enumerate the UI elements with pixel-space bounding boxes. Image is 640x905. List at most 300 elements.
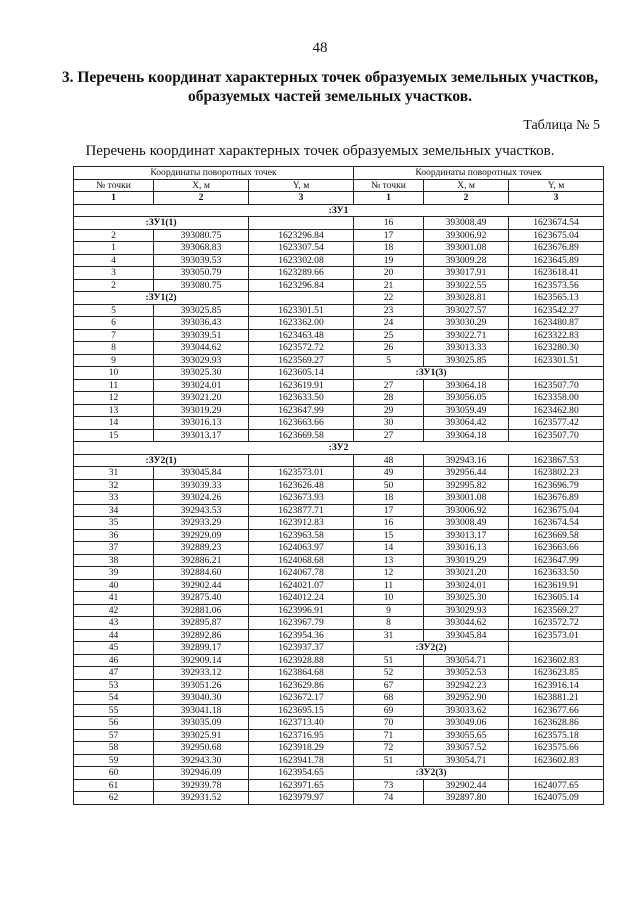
y-coordinate-cell: 1623602.83 bbox=[509, 654, 604, 667]
table-row bbox=[74, 679, 604, 692]
point-number-cell: 33 bbox=[74, 492, 154, 505]
subpart-label: :ЗУ2(1) bbox=[74, 454, 249, 467]
y-coordinate-cell: 1623647.99 bbox=[509, 554, 604, 567]
point-number-cell: 50 bbox=[354, 479, 424, 492]
point-number-cell: 20 bbox=[354, 267, 424, 280]
table-row bbox=[74, 517, 604, 530]
y-coordinate-cell: 1623695.15 bbox=[249, 704, 354, 717]
point-number-cell: 40 bbox=[74, 579, 154, 592]
point-number-cell: 16 bbox=[354, 517, 424, 530]
point-number-cell: 73 bbox=[354, 779, 424, 792]
point-number-cell: 61 bbox=[74, 779, 154, 792]
x-coordinate-cell: 393039.33 bbox=[154, 479, 249, 492]
table-row bbox=[74, 454, 604, 467]
section-heading: 3. Перечень координат характерных точек образуемых земельных участков, образуемых частей земельных участков. bbox=[61, 69, 599, 105]
y-coordinate-cell: 1623362.00 bbox=[249, 317, 354, 330]
x-coordinate-cell: 393059.49 bbox=[424, 404, 509, 417]
table-row bbox=[74, 217, 604, 230]
x-coordinate-cell: 393054.71 bbox=[424, 754, 509, 767]
point-number-cell: 68 bbox=[354, 692, 424, 705]
x-coordinate-cell: 393025.30 bbox=[424, 592, 509, 605]
table-row bbox=[74, 317, 604, 330]
y-coordinate-cell: 1623647.99 bbox=[249, 404, 354, 417]
y-coordinate-cell: 1623577.42 bbox=[509, 417, 604, 430]
empty-cell bbox=[249, 292, 354, 305]
x-coordinate-cell: 393001.08 bbox=[424, 492, 509, 505]
point-number-cell: 46 bbox=[74, 654, 154, 667]
x-coordinate-cell: 393054.71 bbox=[424, 654, 509, 667]
y-coordinate-cell: 1624067.78 bbox=[249, 567, 354, 580]
x-coordinate-cell: 393033.62 bbox=[424, 704, 509, 717]
y-coordinate-cell: 1623673.93 bbox=[249, 492, 354, 505]
point-number-cell: 17 bbox=[354, 504, 424, 517]
point-number-cell: 18 bbox=[354, 242, 424, 255]
col-point-header: № точки bbox=[354, 179, 424, 192]
group-header-left: Координаты поворотных точек bbox=[74, 167, 354, 180]
point-number-cell: 14 bbox=[354, 542, 424, 555]
point-number-cell: 27 bbox=[354, 429, 424, 442]
x-coordinate-cell: 393013.17 bbox=[154, 429, 249, 442]
y-coordinate-cell: 1623572.72 bbox=[509, 617, 604, 630]
x-coordinate-cell: 393024.01 bbox=[154, 379, 249, 392]
point-number-cell: 70 bbox=[354, 717, 424, 730]
table-row bbox=[74, 479, 604, 492]
y-coordinate-cell: 1623633.50 bbox=[249, 392, 354, 405]
y-coordinate-cell: 1623628.86 bbox=[509, 717, 604, 730]
table-row bbox=[74, 754, 604, 767]
point-number-cell: 2 bbox=[74, 279, 154, 292]
point-number-cell: 48 bbox=[354, 454, 424, 467]
y-coordinate-cell: 1623623.85 bbox=[509, 667, 604, 680]
point-number-cell: 4 bbox=[74, 254, 154, 267]
table-row bbox=[74, 617, 604, 630]
y-coordinate-cell: 1623663.66 bbox=[249, 417, 354, 430]
x-coordinate-cell: 393045.84 bbox=[424, 629, 509, 642]
point-number-cell: 59 bbox=[74, 754, 154, 767]
y-coordinate-cell: 1623713.40 bbox=[249, 717, 354, 730]
x-coordinate-cell: 392929.09 bbox=[154, 529, 249, 542]
point-number-cell: 54 bbox=[74, 692, 154, 705]
y-coordinate-cell: 1623996.91 bbox=[249, 604, 354, 617]
x-coordinate-cell: 393056.05 bbox=[424, 392, 509, 405]
x-coordinate-cell: 393064.18 bbox=[424, 379, 509, 392]
col-number: 3 bbox=[249, 192, 354, 205]
x-coordinate-cell: 393025.30 bbox=[154, 367, 249, 380]
x-coordinate-cell: 393055.65 bbox=[424, 729, 509, 742]
table-row bbox=[74, 717, 604, 730]
y-coordinate-cell: 1623296.84 bbox=[249, 279, 354, 292]
table-row bbox=[74, 729, 604, 742]
x-coordinate-cell: 393008.49 bbox=[424, 517, 509, 530]
point-number-cell: 11 bbox=[74, 379, 154, 392]
table-row bbox=[74, 579, 604, 592]
y-coordinate-cell: 1623676.89 bbox=[509, 242, 604, 255]
point-number-cell: 53 bbox=[74, 679, 154, 692]
y-coordinate-cell: 1623669.58 bbox=[249, 429, 354, 442]
y-coordinate-cell: 1623916.14 bbox=[509, 679, 604, 692]
table-row bbox=[74, 554, 604, 567]
y-coordinate-cell: 1623507.70 bbox=[509, 429, 604, 442]
col-y-header: Y, м bbox=[509, 179, 604, 192]
y-coordinate-cell: 1623967.79 bbox=[249, 617, 354, 630]
y-coordinate-cell: 1623618.41 bbox=[509, 267, 604, 280]
x-coordinate-cell: 392886.21 bbox=[154, 554, 249, 567]
x-coordinate-cell: 393039.51 bbox=[154, 329, 249, 342]
table-row bbox=[74, 604, 604, 617]
point-number-cell: 19 bbox=[354, 254, 424, 267]
table-row bbox=[74, 367, 604, 380]
y-coordinate-cell: 1623626.48 bbox=[249, 479, 354, 492]
point-number-cell: 71 bbox=[354, 729, 424, 742]
y-coordinate-cell: 1624075.09 bbox=[509, 792, 604, 805]
y-coordinate-cell: 1623569.27 bbox=[249, 354, 354, 367]
point-number-cell: 74 bbox=[354, 792, 424, 805]
y-coordinate-cell: 1623675.04 bbox=[509, 229, 604, 242]
y-coordinate-cell: 1623289.66 bbox=[249, 267, 354, 280]
x-coordinate-cell: 393049.06 bbox=[424, 717, 509, 730]
x-coordinate-cell: 392943.53 bbox=[154, 504, 249, 517]
point-number-cell: 25 bbox=[354, 329, 424, 342]
table-row bbox=[74, 629, 604, 642]
empty-cell bbox=[509, 767, 604, 780]
y-coordinate-cell: 1623573.56 bbox=[509, 279, 604, 292]
point-number-cell: 42 bbox=[74, 604, 154, 617]
x-coordinate-cell: 392902.44 bbox=[424, 779, 509, 792]
x-coordinate-cell: 393040.30 bbox=[154, 692, 249, 705]
x-coordinate-cell: 393052.53 bbox=[424, 667, 509, 680]
x-coordinate-cell: 392946.09 bbox=[154, 767, 249, 780]
section-title: :ЗУ1 bbox=[74, 204, 604, 217]
y-coordinate-cell: 1623462.80 bbox=[509, 404, 604, 417]
empty-cell bbox=[249, 217, 354, 230]
x-coordinate-cell: 393024.01 bbox=[424, 579, 509, 592]
col-number: 1 bbox=[74, 192, 154, 205]
y-coordinate-cell: 1623696.79 bbox=[509, 479, 604, 492]
table-row bbox=[74, 654, 604, 667]
col-number: 3 bbox=[509, 192, 604, 205]
y-coordinate-cell: 1623569.27 bbox=[509, 604, 604, 617]
point-number-cell: 41 bbox=[74, 592, 154, 605]
y-coordinate-cell: 1624068.68 bbox=[249, 554, 354, 567]
y-coordinate-cell: 1623605.14 bbox=[509, 592, 604, 605]
y-coordinate-cell: 1623963.58 bbox=[249, 529, 354, 542]
point-number-cell: 9 bbox=[354, 604, 424, 617]
x-coordinate-cell: 392995.82 bbox=[424, 479, 509, 492]
y-coordinate-cell: 1624021.07 bbox=[249, 579, 354, 592]
x-coordinate-cell: 393022.71 bbox=[424, 329, 509, 342]
table-row bbox=[74, 592, 604, 605]
x-coordinate-cell: 392956.44 bbox=[424, 467, 509, 480]
empty-cell bbox=[509, 367, 604, 380]
x-coordinate-cell: 393050.79 bbox=[154, 267, 249, 280]
y-coordinate-cell: 1623602.83 bbox=[509, 754, 604, 767]
x-coordinate-cell: 393068.83 bbox=[154, 242, 249, 255]
y-coordinate-cell: 1623928.88 bbox=[249, 654, 354, 667]
point-number-cell: 23 bbox=[354, 304, 424, 317]
y-coordinate-cell: 1623605.14 bbox=[249, 367, 354, 380]
x-coordinate-cell: 393019.29 bbox=[154, 404, 249, 417]
table-row bbox=[74, 767, 604, 780]
col-y-header: Y, м bbox=[249, 179, 354, 192]
y-coordinate-cell: 1623565.13 bbox=[509, 292, 604, 305]
x-coordinate-cell: 393006.92 bbox=[424, 504, 509, 517]
table-row bbox=[74, 329, 604, 342]
y-coordinate-cell: 1623954.65 bbox=[249, 767, 354, 780]
x-coordinate-cell: 393016.13 bbox=[424, 542, 509, 555]
x-coordinate-cell: 393001.08 bbox=[424, 242, 509, 255]
table-row bbox=[74, 504, 604, 517]
x-coordinate-cell: 392881.06 bbox=[154, 604, 249, 617]
point-number-cell: 32 bbox=[74, 479, 154, 492]
table-row bbox=[74, 292, 604, 305]
x-coordinate-cell: 393030.29 bbox=[424, 317, 509, 330]
y-coordinate-cell: 1623864.68 bbox=[249, 667, 354, 680]
x-coordinate-cell: 393044.62 bbox=[424, 617, 509, 630]
y-coordinate-cell: 1623301.51 bbox=[249, 304, 354, 317]
group-header-right: Координаты поворотных точек bbox=[354, 167, 604, 180]
y-coordinate-cell: 1623301.51 bbox=[509, 354, 604, 367]
x-coordinate-cell: 392931.52 bbox=[154, 792, 249, 805]
y-coordinate-cell: 1623645.89 bbox=[509, 254, 604, 267]
point-number-cell: 3 bbox=[74, 267, 154, 280]
column-number-row bbox=[74, 192, 604, 205]
coordinates-table bbox=[73, 166, 604, 805]
y-coordinate-cell: 1624012.24 bbox=[249, 592, 354, 605]
y-coordinate-cell: 1623280.30 bbox=[509, 342, 604, 355]
x-coordinate-cell: 392875.40 bbox=[154, 592, 249, 605]
x-coordinate-cell: 393024.26 bbox=[154, 492, 249, 505]
point-number-cell: 1 bbox=[74, 242, 154, 255]
x-coordinate-cell: 393019.29 bbox=[424, 554, 509, 567]
point-number-cell: 22 bbox=[354, 292, 424, 305]
x-coordinate-cell: 392943.30 bbox=[154, 754, 249, 767]
y-coordinate-cell: 1623669.58 bbox=[509, 529, 604, 542]
y-coordinate-cell: 1623954.36 bbox=[249, 629, 354, 642]
x-coordinate-cell: 393029.93 bbox=[424, 604, 509, 617]
point-number-cell: 8 bbox=[74, 342, 154, 355]
x-coordinate-cell: 393041.18 bbox=[154, 704, 249, 717]
col-x-header: X, м bbox=[154, 179, 249, 192]
point-number-cell: 31 bbox=[74, 467, 154, 480]
table-row bbox=[74, 392, 604, 405]
y-coordinate-cell: 1623302.08 bbox=[249, 254, 354, 267]
x-coordinate-cell: 393080.75 bbox=[154, 229, 249, 242]
x-coordinate-cell: 393064.18 bbox=[424, 429, 509, 442]
x-coordinate-cell: 393009.28 bbox=[424, 254, 509, 267]
point-number-cell: 15 bbox=[74, 429, 154, 442]
point-number-cell: 2 bbox=[74, 229, 154, 242]
table-row bbox=[74, 742, 604, 755]
y-coordinate-cell: 1623480.87 bbox=[509, 317, 604, 330]
x-coordinate-cell: 393006.92 bbox=[424, 229, 509, 242]
point-number-cell: 34 bbox=[74, 504, 154, 517]
subpart-label: :ЗУ1(1) bbox=[74, 217, 249, 230]
empty-cell bbox=[509, 642, 604, 655]
empty-cell bbox=[249, 454, 354, 467]
col-number: 2 bbox=[424, 192, 509, 205]
y-coordinate-cell: 1623672.17 bbox=[249, 692, 354, 705]
point-number-cell: 56 bbox=[74, 717, 154, 730]
x-coordinate-cell: 393035.09 bbox=[154, 717, 249, 730]
y-coordinate-cell: 1623542.27 bbox=[509, 304, 604, 317]
point-number-cell: 38 bbox=[74, 554, 154, 567]
x-coordinate-cell: 393039.53 bbox=[154, 254, 249, 267]
x-coordinate-cell: 392933.29 bbox=[154, 517, 249, 530]
point-number-cell: 15 bbox=[354, 529, 424, 542]
point-number-cell: 37 bbox=[74, 542, 154, 555]
point-number-cell: 36 bbox=[74, 529, 154, 542]
y-coordinate-cell: 1623867.53 bbox=[509, 454, 604, 467]
x-coordinate-cell: 393016.13 bbox=[154, 417, 249, 430]
col-point-header: № точки bbox=[74, 179, 154, 192]
y-coordinate-cell: 1623629.86 bbox=[249, 679, 354, 692]
y-coordinate-cell: 1623619.91 bbox=[249, 379, 354, 392]
y-coordinate-cell: 1623572.72 bbox=[249, 342, 354, 355]
y-coordinate-cell: 1624063.97 bbox=[249, 542, 354, 555]
point-number-cell: 35 bbox=[74, 517, 154, 530]
table-row bbox=[74, 342, 604, 355]
point-number-cell: 30 bbox=[354, 417, 424, 430]
subpart-label: :ЗУ2(3) bbox=[354, 767, 509, 780]
point-number-cell: 29 bbox=[354, 404, 424, 417]
y-coordinate-cell: 1623918.29 bbox=[249, 742, 354, 755]
table-row bbox=[74, 379, 604, 392]
point-number-cell: 45 bbox=[74, 642, 154, 655]
point-number-cell: 72 bbox=[354, 742, 424, 755]
x-coordinate-cell: 392933.12 bbox=[154, 667, 249, 680]
point-number-cell: 67 bbox=[354, 679, 424, 692]
point-number-cell: 18 bbox=[354, 492, 424, 505]
table-row bbox=[74, 267, 604, 280]
point-number-cell: 43 bbox=[74, 617, 154, 630]
x-coordinate-cell: 392952.90 bbox=[424, 692, 509, 705]
point-number-cell: 24 bbox=[354, 317, 424, 330]
y-coordinate-cell: 1623575.66 bbox=[509, 742, 604, 755]
section-title: :ЗУ2 bbox=[74, 442, 604, 455]
x-coordinate-cell: 393013.17 bbox=[424, 529, 509, 542]
table-number: Таблица № 5 bbox=[523, 118, 600, 133]
y-coordinate-cell: 1623716.95 bbox=[249, 729, 354, 742]
x-coordinate-cell: 393080.75 bbox=[154, 279, 249, 292]
x-coordinate-cell: 393064.42 bbox=[424, 417, 509, 430]
x-coordinate-cell: 392950.68 bbox=[154, 742, 249, 755]
point-number-cell: 11 bbox=[354, 579, 424, 592]
point-number-cell: 8 bbox=[354, 617, 424, 630]
y-coordinate-cell: 1623575.18 bbox=[509, 729, 604, 742]
subpart-label: :ЗУ1(3) bbox=[354, 367, 509, 380]
col-x-header: X, м bbox=[424, 179, 509, 192]
x-coordinate-cell: 392942.23 bbox=[424, 679, 509, 692]
y-coordinate-cell: 1623802.23 bbox=[509, 467, 604, 480]
x-coordinate-cell: 393045.84 bbox=[154, 467, 249, 480]
point-number-cell: 6 bbox=[74, 317, 154, 330]
point-number-cell: 5 bbox=[74, 304, 154, 317]
point-number-cell: 16 bbox=[354, 217, 424, 230]
y-coordinate-cell: 1623663.66 bbox=[509, 542, 604, 555]
table-row bbox=[74, 542, 604, 555]
y-coordinate-cell: 1623937.37 bbox=[249, 642, 354, 655]
table-row bbox=[74, 229, 604, 242]
x-coordinate-cell: 393008.49 bbox=[424, 217, 509, 230]
point-number-cell: 5 bbox=[354, 354, 424, 367]
table-row bbox=[74, 404, 604, 417]
x-coordinate-cell: 392884.60 bbox=[154, 567, 249, 580]
point-number-cell: 26 bbox=[354, 342, 424, 355]
point-number-cell: 44 bbox=[74, 629, 154, 642]
point-number-cell: 69 bbox=[354, 704, 424, 717]
x-coordinate-cell: 392943.16 bbox=[424, 454, 509, 467]
column-header-row bbox=[74, 179, 604, 192]
x-coordinate-cell: 393017.91 bbox=[424, 267, 509, 280]
point-number-cell: 60 bbox=[74, 767, 154, 780]
point-number-cell: 57 bbox=[74, 729, 154, 742]
y-coordinate-cell: 1623358.00 bbox=[509, 392, 604, 405]
x-coordinate-cell: 393013.33 bbox=[424, 342, 509, 355]
y-coordinate-cell: 1623573.01 bbox=[509, 629, 604, 642]
y-coordinate-cell: 1623676.89 bbox=[509, 492, 604, 505]
page-number: 48 bbox=[312, 40, 328, 56]
table-row bbox=[74, 529, 604, 542]
point-number-cell: 52 bbox=[354, 667, 424, 680]
group-header-row bbox=[74, 167, 604, 180]
point-number-cell: 10 bbox=[74, 367, 154, 380]
y-coordinate-cell: 1623322.83 bbox=[509, 329, 604, 342]
section-row bbox=[74, 442, 604, 455]
y-coordinate-cell: 1623633.50 bbox=[509, 567, 604, 580]
table-row bbox=[74, 304, 604, 317]
x-coordinate-cell: 393036.43 bbox=[154, 317, 249, 330]
x-coordinate-cell: 392889.23 bbox=[154, 542, 249, 555]
point-number-cell: 27 bbox=[354, 379, 424, 392]
point-number-cell: 10 bbox=[354, 592, 424, 605]
x-coordinate-cell: 393027.57 bbox=[424, 304, 509, 317]
x-coordinate-cell: 392899.17 bbox=[154, 642, 249, 655]
table-row bbox=[74, 492, 604, 505]
col-number: 1 bbox=[354, 192, 424, 205]
table-row bbox=[74, 779, 604, 792]
y-coordinate-cell: 1623674.54 bbox=[509, 517, 604, 530]
x-coordinate-cell: 393025.91 bbox=[154, 729, 249, 742]
point-number-cell: 12 bbox=[354, 567, 424, 580]
point-number-cell: 28 bbox=[354, 392, 424, 405]
x-coordinate-cell: 393028.81 bbox=[424, 292, 509, 305]
y-coordinate-cell: 1623941.78 bbox=[249, 754, 354, 767]
point-number-cell: 55 bbox=[74, 704, 154, 717]
table-row bbox=[74, 429, 604, 442]
table-row bbox=[74, 704, 604, 717]
point-number-cell: 31 bbox=[354, 629, 424, 642]
point-number-cell: 17 bbox=[354, 229, 424, 242]
point-number-cell: 58 bbox=[74, 742, 154, 755]
y-coordinate-cell: 1624077.65 bbox=[509, 779, 604, 792]
point-number-cell: 12 bbox=[74, 392, 154, 405]
y-coordinate-cell: 1623307.54 bbox=[249, 242, 354, 255]
x-coordinate-cell: 392897.80 bbox=[424, 792, 509, 805]
y-coordinate-cell: 1623619.91 bbox=[509, 579, 604, 592]
point-number-cell: 51 bbox=[354, 654, 424, 667]
point-number-cell: 13 bbox=[74, 404, 154, 417]
point-number-cell: 39 bbox=[74, 567, 154, 580]
col-number: 2 bbox=[154, 192, 249, 205]
table-row bbox=[74, 254, 604, 267]
table-body bbox=[74, 204, 604, 804]
x-coordinate-cell: 393057.52 bbox=[424, 742, 509, 755]
table-row bbox=[74, 792, 604, 805]
point-number-cell: 7 bbox=[74, 329, 154, 342]
table-row bbox=[74, 642, 604, 655]
y-coordinate-cell: 1623912.83 bbox=[249, 517, 354, 530]
point-number-cell: 62 bbox=[74, 792, 154, 805]
